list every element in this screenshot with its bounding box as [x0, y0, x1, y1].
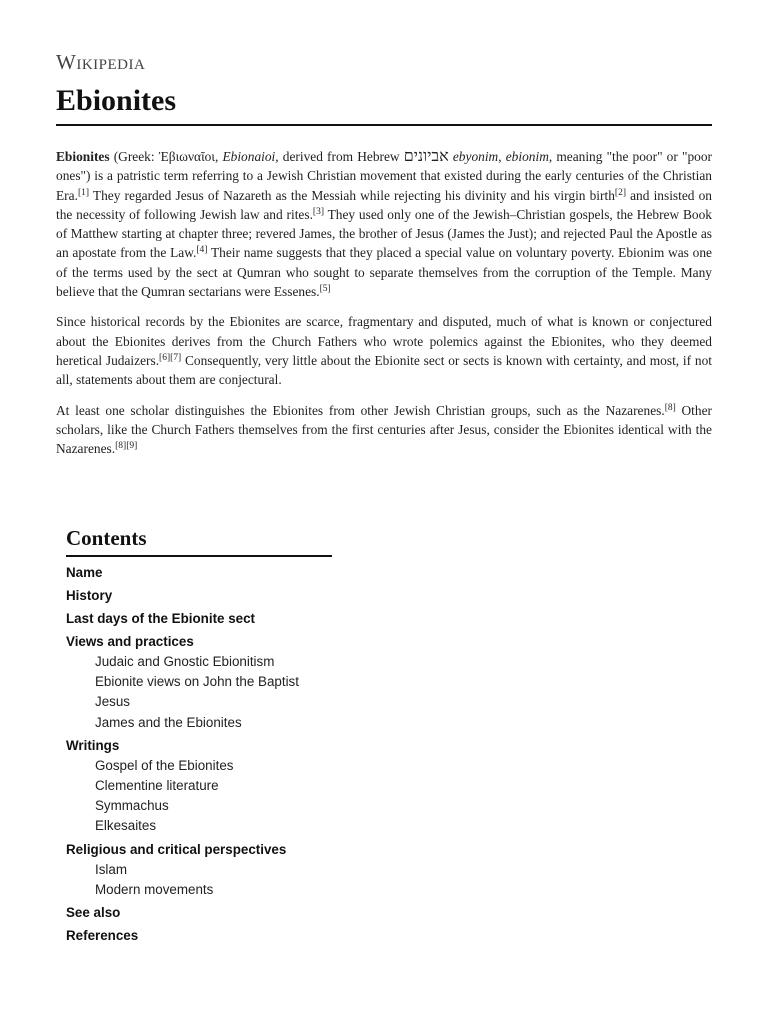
citation-ref[interactable]: [8] [664, 402, 676, 413]
text: , derived from Hebrew [275, 149, 404, 164]
toc-subitem[interactable]: Gospel of the Ebionites [95, 757, 234, 773]
citation-ref[interactable]: [9] [126, 441, 138, 452]
hebrew-term: אביונים [403, 148, 449, 165]
citation-ref[interactable]: [6] [159, 352, 171, 363]
toc-item-references[interactable]: References [66, 928, 139, 944]
citation-ref[interactable]: [2] [614, 187, 626, 198]
text: , [498, 149, 506, 164]
paragraph-sources [56, 312, 712, 389]
table-of-contents [66, 526, 332, 946]
toc-subitem[interactable]: Islam [95, 861, 127, 877]
toc-subitem[interactable]: Clementine literature [95, 778, 219, 794]
text: Other scholars, like the Church Fathers themselves from the first centuries after Jesus, consider the Ebionites identical with the Nazarenes. [56, 402, 712, 457]
toc-item-religious-perspectives[interactable]: Religious and critical perspectives [66, 841, 287, 857]
transliteration: ebionim [505, 149, 549, 164]
text: Consequently, very little about the Ebionite sect or sects is known with certainty, and most, if not all, statements about them are conjectural. [56, 352, 712, 388]
toc-item-name[interactable]: Name [66, 565, 103, 580]
toc-list [66, 563, 332, 946]
text: At least one scholar distinguishes the Ebionites from other Jewish Christian groups, such as the Nazarenes. [56, 402, 665, 418]
transliteration: ebyonim [452, 149, 499, 164]
toc-subitem[interactable]: Symmachus [95, 798, 169, 814]
paragraph-intro [56, 147, 712, 301]
text: They regarded Jesus of Nazareth as the Messiah while rejecting his divinity and his virgin birth [89, 187, 615, 203]
toc-subitem[interactable]: Modern movements [95, 881, 214, 897]
toc-item-views-and-practices[interactable]: Views and practices [66, 634, 194, 649]
toc-item-writings[interactable]: Writings [66, 737, 120, 753]
toc-subitem[interactable]: Elkesaites [95, 818, 157, 834]
citation-ref[interactable]: [4] [196, 245, 208, 256]
toc-title: Contents [66, 526, 332, 557]
text: and insisted on the necessity of following Jewish law and rites. [56, 187, 713, 222]
text: , meaning "the poor" or "poor ones") is a patristic term referring to a Jewish Christian movement that existed during the early centuries of the Christian Era. [56, 149, 712, 203]
paragraph-scholars [56, 401, 712, 459]
toc-subitem[interactable]: James and the Ebionites [95, 714, 242, 730]
toc-item-last-days[interactable]: Last days of the Ebionite sect [66, 611, 255, 626]
text: , [214, 149, 223, 164]
text: (Greek: [109, 149, 159, 164]
toc-item-see-also[interactable]: See also [66, 905, 121, 921]
citation-ref[interactable]: [5] [319, 284, 331, 295]
text: They used only one of the Jewish–Christian gospels, the Hebrew Book of Matthew starting at chapter three; revered James, the brother of Jesus (James the Just); and rejected Paul the Apostle as an apostate from the Law. [56, 206, 712, 261]
wikipedia-logo[interactable]: Wikipedia [56, 50, 146, 74]
citation-ref[interactable]: [3] [312, 206, 324, 217]
greek-term: Ἐβιωναῖοι [158, 149, 215, 164]
term-bold: Ebionites [56, 149, 110, 164]
toc-subitem[interactable]: Jesus [95, 694, 130, 710]
page-title: Ebionites [56, 84, 712, 126]
citation-ref[interactable]: [1] [77, 187, 90, 198]
toc-item-history[interactable]: History [66, 588, 113, 603]
citation-ref[interactable]: [7] [170, 352, 182, 363]
article-body [56, 147, 712, 469]
citation-ref[interactable]: [8] [115, 441, 127, 452]
toc-subitem[interactable]: Judaic and Gnostic Ebionitism [95, 654, 275, 669]
text: Their name suggests that they placed a special value on voluntary poverty. Ebionim was one of the terms used by the sect at Qumran who sought to separate themselves from the corruption of the Temple. Many believe that the Qumran sectarians were Essenes. [56, 245, 713, 300]
transliteration: Ebionaioi [222, 149, 276, 164]
toc-subitem[interactable]: Ebionite views on John the Baptist [95, 674, 299, 690]
text: Since historical records by the Ebionites are scarce, fragmentary and disputed, much of what is known or conjectured about the Ebionites derives from the Church Fathers who wrote polemics against the Ebionites, who they deemed heretical Judaizers. [56, 314, 712, 368]
